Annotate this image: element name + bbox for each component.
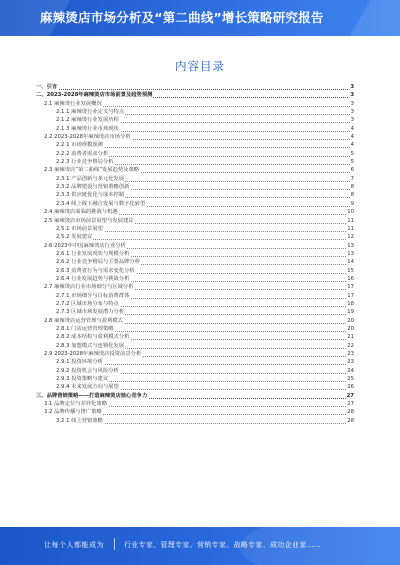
- toc-entry-label: 3.2 品牌传播与推广策略: [44, 409, 102, 416]
- toc-entry-label: 2.4 麻辣烫店面临的挑战与机遇: [44, 209, 118, 216]
- toc-entry-label: 2.8.3 加盟模式与连锁化发展: [56, 342, 125, 349]
- toc-entry-label: 2.6.1 行业发展现状与规模分析: [56, 250, 130, 257]
- toc-entry-label: 2.7.2 区域市场分布与特点: [56, 300, 119, 307]
- toc-entry[interactable]: [36, 100, 354, 108]
- toc-entry-page: 15: [347, 267, 354, 274]
- toc-entry-page: 3: [350, 100, 354, 107]
- toc-entry-label: 2.8.1 门店运营管理策略: [56, 325, 114, 332]
- toc-entry[interactable]: [36, 317, 354, 325]
- toc-entry-label: 2.5.1 市场前景展望: [56, 225, 103, 232]
- toc-entry[interactable]: [36, 342, 354, 350]
- toc-entry[interactable]: [36, 275, 354, 283]
- toc-entry[interactable]: [36, 283, 354, 291]
- toc-entry-page: 11: [347, 217, 354, 224]
- toc-entry[interactable]: [36, 383, 354, 391]
- toc-entry-page: 7: [350, 175, 354, 182]
- toc-entry[interactable]: [36, 358, 354, 366]
- toc-entry-label: 2.8.2 成本结构与盈利模式分析: [56, 334, 130, 341]
- toc-entry-page: 20: [347, 317, 354, 324]
- toc-entry-label: 2.9.3 投资策略与建议: [56, 376, 109, 383]
- toc-heading: 内容目录: [175, 59, 225, 73]
- toc-entry[interactable]: [36, 83, 354, 91]
- toc-entry-page: 5: [350, 159, 354, 166]
- toc-entry-page: 20: [347, 325, 354, 332]
- toc-entry-page: 5: [350, 150, 354, 157]
- toc-entry-label: 三、品牌营销策略——打造麻辣烫店核心竞争力: [36, 392, 148, 399]
- toc-entry-page: 22: [347, 342, 354, 349]
- footer-banner: [0, 527, 400, 565]
- toc-entry-label: 2.3.2 品牌建设与营销策略创新: [56, 184, 130, 191]
- toc-entry[interactable]: [36, 375, 354, 383]
- toc-entry-page: 3: [350, 109, 354, 116]
- toc-entry-label: 2.9.1 投资环境分析: [56, 359, 103, 366]
- toc-entry[interactable]: [36, 292, 354, 300]
- toc-entry-page: 3: [350, 117, 354, 124]
- toc-entry-label: 2.9.4 未来发展方向与展望: [56, 384, 119, 391]
- toc-entry[interactable]: [36, 191, 354, 199]
- toc-entry[interactable]: [36, 108, 354, 116]
- toc-entry-label: 2.3.3 供应链优化与成本控制: [56, 192, 125, 199]
- toc-entry-page: 4: [350, 134, 354, 141]
- report-title: 麻辣烫店市场分析及“第二曲线”增长策略研究报告: [40, 10, 324, 25]
- toc-entry-label: 2.3.4 线上线下融合发展与数字化转型: [56, 200, 146, 207]
- toc-entry-label: 2.2.3 行业竞争格局分析: [56, 159, 114, 166]
- toc-entry[interactable]: [36, 325, 354, 333]
- toc-entry-label: 2.5 麻辣烫店市场前景展望与发展建议: [44, 217, 134, 224]
- toc-entry-page: 10: [347, 209, 354, 216]
- toc-entry-label: 2.6 2023年中国麻辣烫店行业分析: [44, 242, 126, 249]
- toc-entry[interactable]: [36, 300, 354, 308]
- table-of-contents: [36, 83, 354, 425]
- toc-leader-dots: [56, 239, 354, 240]
- toc-entry-page: 27: [347, 401, 354, 408]
- toc-entry-label: 2.1.3 麻辣烫行业市场现状: [56, 125, 119, 132]
- footer-roles: 行业专家、管理专家、营销专家、战略专家、成功企业家……: [124, 541, 322, 549]
- toc-entry[interactable]: [36, 158, 354, 166]
- toc-entry-label: 2.2.1 市场规模预测: [56, 142, 103, 149]
- toc-leader-dots: [36, 89, 354, 90]
- toc-entry-label: 2.2 2023-2028年麻辣烫店市场分析: [44, 134, 131, 141]
- toc-entry-label: 2.5.2 发展建议: [56, 234, 93, 241]
- toc-entry-page: 28: [347, 417, 354, 424]
- toc-entry[interactable]: [36, 308, 354, 316]
- toc-entry[interactable]: [36, 200, 354, 208]
- toc-entry-page: 13: [347, 242, 354, 249]
- toc-entry[interactable]: [36, 116, 354, 124]
- toc-entry[interactable]: [36, 217, 354, 225]
- toc-entry-label: 2.8 麻辣烫店运营管理与盈利模式: [44, 317, 123, 324]
- toc-entry[interactable]: [36, 125, 354, 133]
- toc-entry-label: 2.7 麻辣烫店行业市场细分与区域分析: [44, 284, 134, 291]
- toc-entry-label: 2.3 麻辣烫店“第二曲线”发展趋势及策略: [44, 167, 140, 174]
- toc-entry-page: 4: [350, 142, 354, 149]
- toc-entry-label: 3.2.1 线上营销策略: [56, 417, 103, 424]
- toc-entry-label: 2.7.1 市场细分与目标消费群体: [56, 292, 130, 299]
- toc-entry-page: 3: [350, 92, 354, 99]
- toc-entry[interactable]: [36, 400, 354, 408]
- toc-entry-page: 25: [347, 376, 354, 383]
- toc-entry-page: 23: [347, 359, 354, 366]
- toc-entry-label: 2.1.1 麻辣烫行业定义与特点: [56, 109, 125, 116]
- toc-entry[interactable]: [36, 225, 354, 233]
- toc-entry-label: 2.6.2 行业竞争格局与主要品牌分析: [56, 259, 141, 266]
- toc-entry-page: 19: [347, 309, 354, 316]
- toc-entry[interactable]: [36, 417, 354, 425]
- toc-entry[interactable]: [36, 250, 354, 258]
- toc-entry-label: 2.9 2023-2028年麻辣烫店投资前景分析: [44, 351, 142, 357]
- toc-entry-label: 2.1.2 麻辣烫行业发展历程: [56, 117, 119, 124]
- toc-entry-page: 16: [347, 275, 354, 282]
- footer-slogan: 让每个人都能成为: [44, 541, 104, 549]
- toc-entry[interactable]: [36, 408, 354, 416]
- toc-entry-page: 28: [347, 409, 354, 416]
- toc-entry-label: 2.1 麻辣烫行业发展概况: [44, 100, 102, 107]
- toc-entry-label: 2.2.2 消费者需求分析: [56, 150, 109, 157]
- toc-entry[interactable]: [36, 91, 354, 99]
- toc-entry[interactable]: [36, 208, 354, 216]
- toc-entry-page: 18: [347, 300, 354, 307]
- toc-entry-page: 17: [347, 292, 354, 299]
- toc-entry-label: 3.1 品牌定位与差异化策略: [44, 401, 108, 408]
- toc-entry-label: 2.9.2 投资机会与风险分析: [56, 367, 119, 374]
- toc-entry[interactable]: [36, 333, 354, 341]
- toc-entry-page: 24: [347, 367, 354, 374]
- toc-entry[interactable]: [36, 150, 354, 158]
- toc-entry-page: 12: [347, 234, 354, 241]
- toc-entry[interactable]: [36, 242, 354, 250]
- toc-entry-label: 2.6.4 行业发展趋势与挑战分析: [56, 275, 130, 282]
- toc-entry[interactable]: [36, 175, 354, 183]
- toc-entry[interactable]: [36, 367, 354, 375]
- toc-entry[interactable]: [36, 267, 354, 275]
- toc-entry-page: 26: [347, 384, 354, 391]
- toc-entry-label: 2.3.1 产品创新与多元化发展: [56, 175, 125, 182]
- toc-entry-page: 3: [350, 84, 354, 90]
- toc-entry-label: 2.7.3 区域市场发展潜力分析: [56, 309, 125, 316]
- toc-entry-page: 13: [347, 250, 354, 257]
- toc-entry-page: 14: [347, 259, 354, 266]
- toc-entry-page: 21: [347, 334, 354, 341]
- toc-entry-page: 27: [346, 392, 354, 399]
- toc-entry-page: 17: [347, 284, 354, 291]
- toc-entry-page: 8: [350, 184, 354, 191]
- report-header-banner: [0, 0, 400, 36]
- toc-entry-label: 一、引言: [36, 84, 58, 90]
- toc-entry[interactable]: [36, 350, 354, 358]
- toc-entry[interactable]: [36, 258, 354, 266]
- toc-entry-page: 4: [350, 125, 354, 132]
- toc-entry-page: 6: [350, 167, 354, 174]
- toc-entry-page: 8: [350, 192, 354, 199]
- toc-entry-page: 9: [350, 200, 354, 207]
- toc-entry[interactable]: [36, 141, 354, 149]
- toc-entry[interactable]: [36, 133, 354, 141]
- toc-entry-page: 11: [347, 225, 354, 232]
- toc-entry[interactable]: [36, 183, 354, 191]
- toc-entry[interactable]: [36, 233, 354, 241]
- toc-entry-page: 23: [347, 351, 354, 357]
- toc-entry[interactable]: [36, 166, 354, 174]
- toc-entry[interactable]: [36, 392, 354, 400]
- footer-divider: [114, 538, 115, 550]
- toc-entry-label: 二、2023-2028年麻辣烫店市场前景及趋势预测: [36, 92, 153, 99]
- toc-entry-label: 2.6.3 消费者行为与需求变化分析: [56, 267, 135, 274]
